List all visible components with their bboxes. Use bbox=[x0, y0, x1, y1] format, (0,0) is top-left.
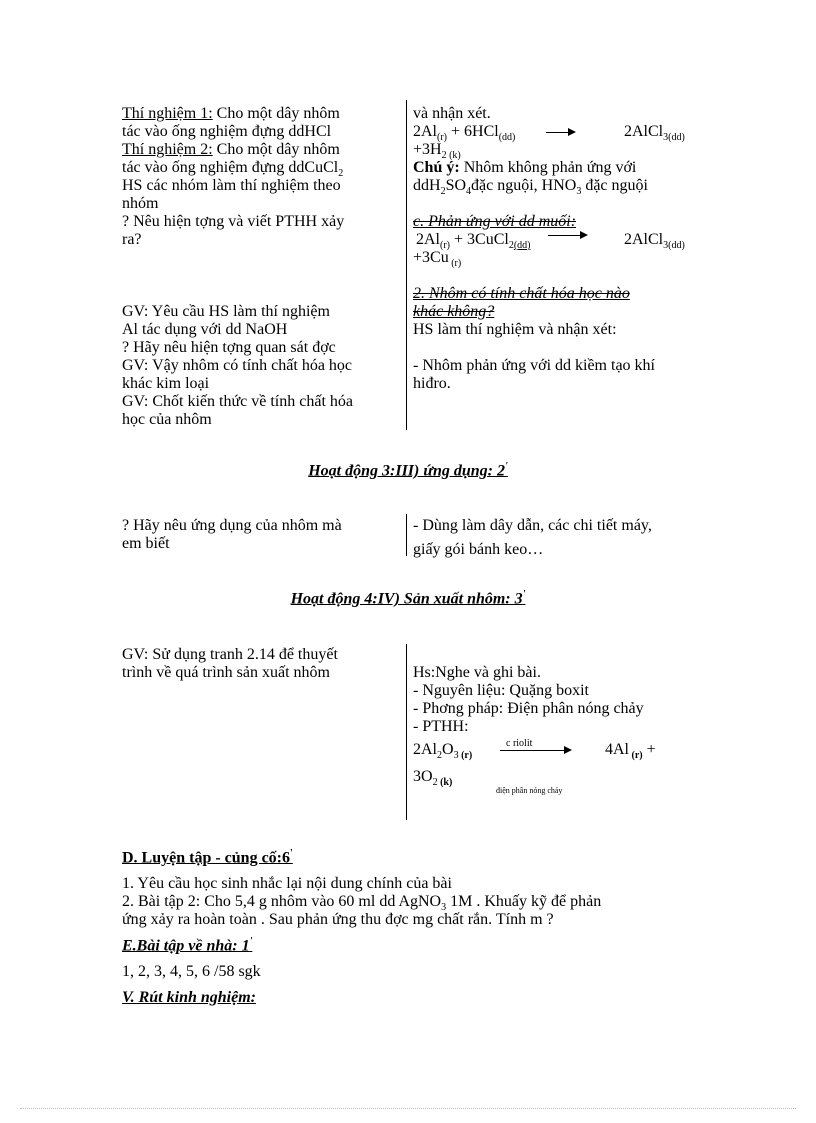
section-d-title: D. Luyện tập - củng cố:6' bbox=[122, 848, 293, 867]
note-line: $ddH_2SO_4đặc$ nguội, $HNO_3$ đặc nguội bbox=[413, 177, 648, 198]
equation-2-product: 2AlCl$_{3(dd)}$ bbox=[624, 231, 685, 252]
left-line: ? Hãy nêu ứng dụng của nhôm mà bbox=[122, 517, 342, 534]
left-line: trình về quá trình sản xuất nhôm bbox=[122, 664, 330, 681]
section-v-title: V. Rút kinh nghiệm: bbox=[122, 989, 256, 1006]
subsection-title: khác không? bbox=[413, 303, 495, 320]
left-line: khác kim loại bbox=[122, 375, 210, 392]
page-bottom-divider bbox=[20, 1108, 796, 1109]
left-line: Thí nghiệm 2: Cho một dây nhôm bbox=[122, 141, 340, 158]
equation-2: $2Al_{(r)}$ + 3CuCl$_{2(dd)}$ bbox=[416, 231, 531, 252]
arrow-condition-label: điện phân nóng chảy bbox=[496, 786, 563, 795]
equation-2-cont: +3Cu $_{(r)}$ bbox=[413, 249, 462, 270]
left-line: GV: Vậy nhôm có tính chất hóa học bbox=[122, 357, 353, 374]
right-line: - Nhôm phản ứng với dd kiềm tạo khí bbox=[413, 357, 655, 374]
right-line: HS làm thí nghiệm và nhận xét: bbox=[413, 321, 617, 338]
equation-1-product: 2AlCl$_{3(dd)}$ bbox=[624, 123, 685, 144]
left-line: Al tác dụng với dd NaOH bbox=[122, 321, 288, 338]
reaction-arrow bbox=[500, 750, 570, 751]
left-line: GV: Yêu cầu HS làm thí nghiệm bbox=[122, 303, 330, 320]
reaction-arrow bbox=[546, 132, 574, 133]
right-line: và nhận xét. bbox=[413, 105, 491, 122]
left-line: GV: Chốt kiến thức về tính chất hóa bbox=[122, 393, 353, 410]
right-line: giấy gói bánh keo… bbox=[413, 541, 544, 558]
right-line: Hs:Nghe và ghi bài. bbox=[413, 664, 541, 681]
equation-1-cont: $+3H_2$ $_{(k)}$ bbox=[413, 141, 461, 162]
equation-1: $2Al_{(r)} + 6HCl_{(dd)}$ bbox=[413, 123, 516, 144]
right-line: - Phơng pháp: Điện phân nóng chảy bbox=[413, 700, 644, 717]
right-line: - Nguyên liệu: Quặng boxit bbox=[413, 682, 589, 699]
left-line: nhóm bbox=[122, 195, 159, 212]
exercise-line: 2. Bài tập 2: Cho 5,4 g nhôm vào 60 ml dd AgNO$_3$ 1M . Khuấy kỹ để phản bbox=[122, 893, 602, 914]
left-line: HS các nhóm làm thí nghiệm theo bbox=[122, 177, 341, 194]
left-line: Thí nghiệm 1: Cho một dây nhôm bbox=[122, 105, 340, 122]
production-equation: $2Al_2O_3$ $_{(r)}$ bbox=[413, 741, 473, 762]
left-line: em biết bbox=[122, 535, 170, 552]
right-line: - Dùng làm dây dẫn, các chi tiết máy, bbox=[413, 517, 652, 534]
right-line: - PTHH: bbox=[413, 718, 469, 735]
arrow-condition-label: c riolit bbox=[506, 738, 533, 749]
exercise-line: 1. Yêu cầu học sinh nhắc lại nội dung chính của bài bbox=[122, 875, 452, 892]
left-line: ? Hãy nêu hiện tợng quan sát đợc bbox=[122, 339, 336, 356]
production-product-2: $3O_2$ $_{(k)}$ bbox=[413, 768, 453, 789]
note-line: Chú ý: Nhôm không phản ứng với bbox=[413, 159, 637, 176]
left-line: GV: Sử dụng tranh 2.14 để thuyết bbox=[122, 646, 338, 663]
exercise-line: ứng xảy ra hoàn toàn . Sau phản ứng thu đợc mg chất rắn. Tính m ? bbox=[122, 911, 554, 928]
column-divider bbox=[406, 514, 407, 556]
right-line: hiđro. bbox=[413, 375, 451, 392]
section-e-title: E.Bài tập về nhà: 1' bbox=[122, 936, 253, 955]
activity-4-heading: Hoạt động 4:IV) Sản xuất nhôm: 3' bbox=[290, 589, 526, 608]
subsection-title: c. Phản ứng với dd muối: bbox=[413, 213, 577, 230]
production-product: 4Al $_{(r)}$ + bbox=[605, 741, 656, 762]
left-line: ? Nêu hiện tợng và viết PTHH xảy bbox=[122, 213, 345, 230]
left-line: học của nhôm bbox=[122, 411, 212, 428]
left-line: ra? bbox=[122, 231, 142, 248]
activity-3-heading: Hoạt động 3:III) ứng dụng: 2' bbox=[308, 461, 508, 480]
left-line: tác vào ống nghiệm đựng ddCuCl$_2$ bbox=[122, 159, 344, 180]
homework-line: 1, 2, 3, 4, 5, 6 /58 sgk bbox=[122, 963, 261, 980]
column-divider bbox=[406, 100, 407, 430]
column-divider bbox=[406, 644, 407, 820]
left-line: tác vào ống nghiệm đựng ddHCl bbox=[122, 123, 332, 140]
subsection-title: 2. Nhôm có tính chất hóa học nào bbox=[413, 285, 630, 302]
reaction-arrow bbox=[548, 235, 586, 236]
